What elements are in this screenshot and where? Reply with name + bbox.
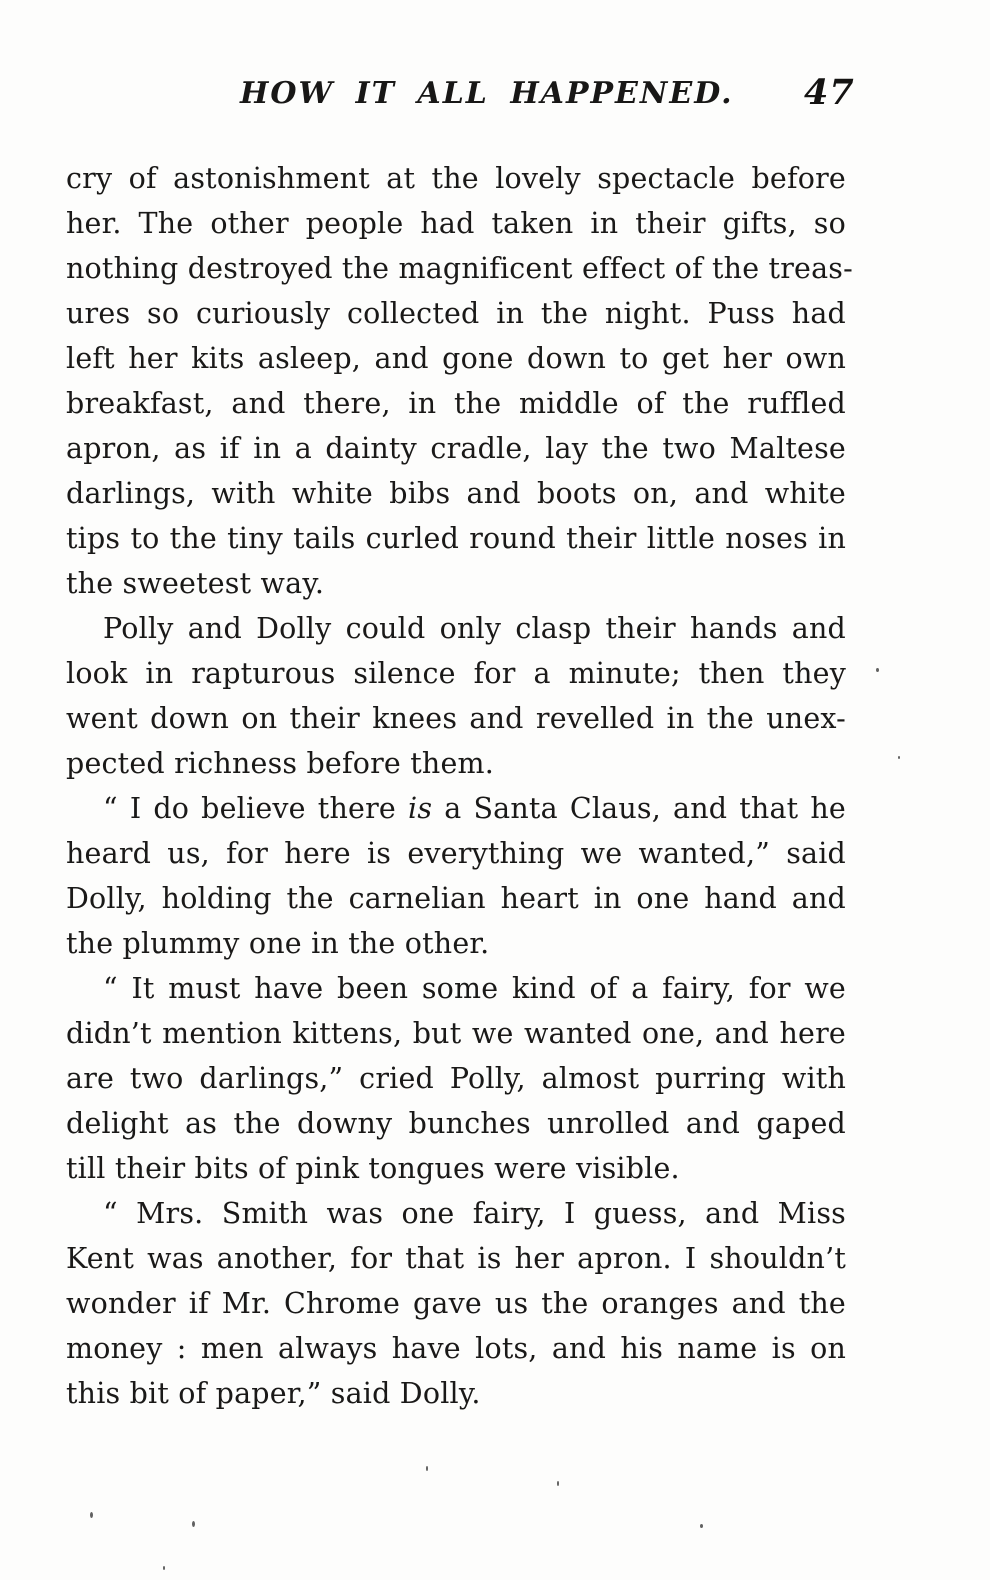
text-line: ures so curiously collected in the night. Puss had bbox=[66, 297, 846, 330]
text-line: went down on their knees and revelled in the unex- bbox=[66, 702, 846, 735]
text-line: “ I do believe there is a Santa Claus, and that he bbox=[103, 792, 846, 825]
text-line: apron, as if in a dainty cradle, lay the two Maltese bbox=[66, 432, 846, 465]
scan-speck bbox=[90, 1512, 93, 1518]
text-line: heard us, for here is everything we wanted,” said bbox=[66, 837, 846, 870]
text-line: money : men always have lots, and his name is on bbox=[66, 1332, 846, 1365]
chapter-title: HOW IT ALL HAPPENED. bbox=[240, 76, 734, 111]
text-line: are two darlings,” cried Polly, almost purring with bbox=[66, 1062, 846, 1095]
text-line: her. The other people had taken in their gifts, so bbox=[66, 207, 846, 240]
scan-speck bbox=[876, 668, 879, 672]
text-line: breakfast, and there, in the middle of the ruffled bbox=[66, 387, 846, 420]
text-line: the plummy one in the other. bbox=[66, 927, 490, 960]
text-line: “ Mrs. Smith was one fairy, I guess, and Miss bbox=[103, 1197, 846, 1230]
text-line: cry of astonishment at the lovely spectacle before bbox=[66, 162, 846, 195]
scan-speck bbox=[163, 1566, 165, 1570]
text-line: the sweetest way. bbox=[66, 567, 325, 600]
body-text bbox=[66, 156, 853, 1416]
text-line: till their bits of pink tongues were visible. bbox=[66, 1152, 680, 1185]
text-line: look in rapturous silence for a minute; then they bbox=[66, 657, 846, 690]
running-header bbox=[0, 0, 990, 130]
scan-speck bbox=[898, 756, 900, 759]
page-number: 47 bbox=[804, 72, 855, 113]
text-line: Polly and Dolly could only clasp their hands and bbox=[103, 612, 846, 645]
text-line: “ It must have been some kind of a fairy, for we bbox=[103, 972, 846, 1005]
text-line: nothing destroyed the magnificent effect of the treas- bbox=[66, 252, 853, 285]
text-line: tips to the tiny tails curled round their little noses in bbox=[66, 522, 846, 555]
scan-speck bbox=[557, 1481, 559, 1486]
scan-speck bbox=[426, 1466, 428, 1471]
text-line: didn’t mention kittens, but we wanted one, and here bbox=[66, 1017, 846, 1050]
text-line: Kent was another, for that is her apron. I shouldn’t bbox=[66, 1242, 846, 1275]
text-line: wonder if Mr. Chrome gave us the oranges and the bbox=[66, 1287, 846, 1320]
text-line: Dolly, holding the carnelian heart in one hand and bbox=[66, 882, 846, 915]
scan-speck bbox=[700, 1524, 703, 1528]
text-line: darlings, with white bibs and boots on, and white bbox=[66, 477, 846, 510]
text-line: delight as the downy bunches unrolled and gaped bbox=[66, 1107, 846, 1140]
scan-speck bbox=[192, 1521, 195, 1527]
text-line: this bit of paper,” said Dolly. bbox=[66, 1377, 481, 1410]
text-line: pected richness before them. bbox=[66, 747, 495, 780]
text-line: left her kits asleep, and gone down to get her own bbox=[66, 342, 846, 375]
